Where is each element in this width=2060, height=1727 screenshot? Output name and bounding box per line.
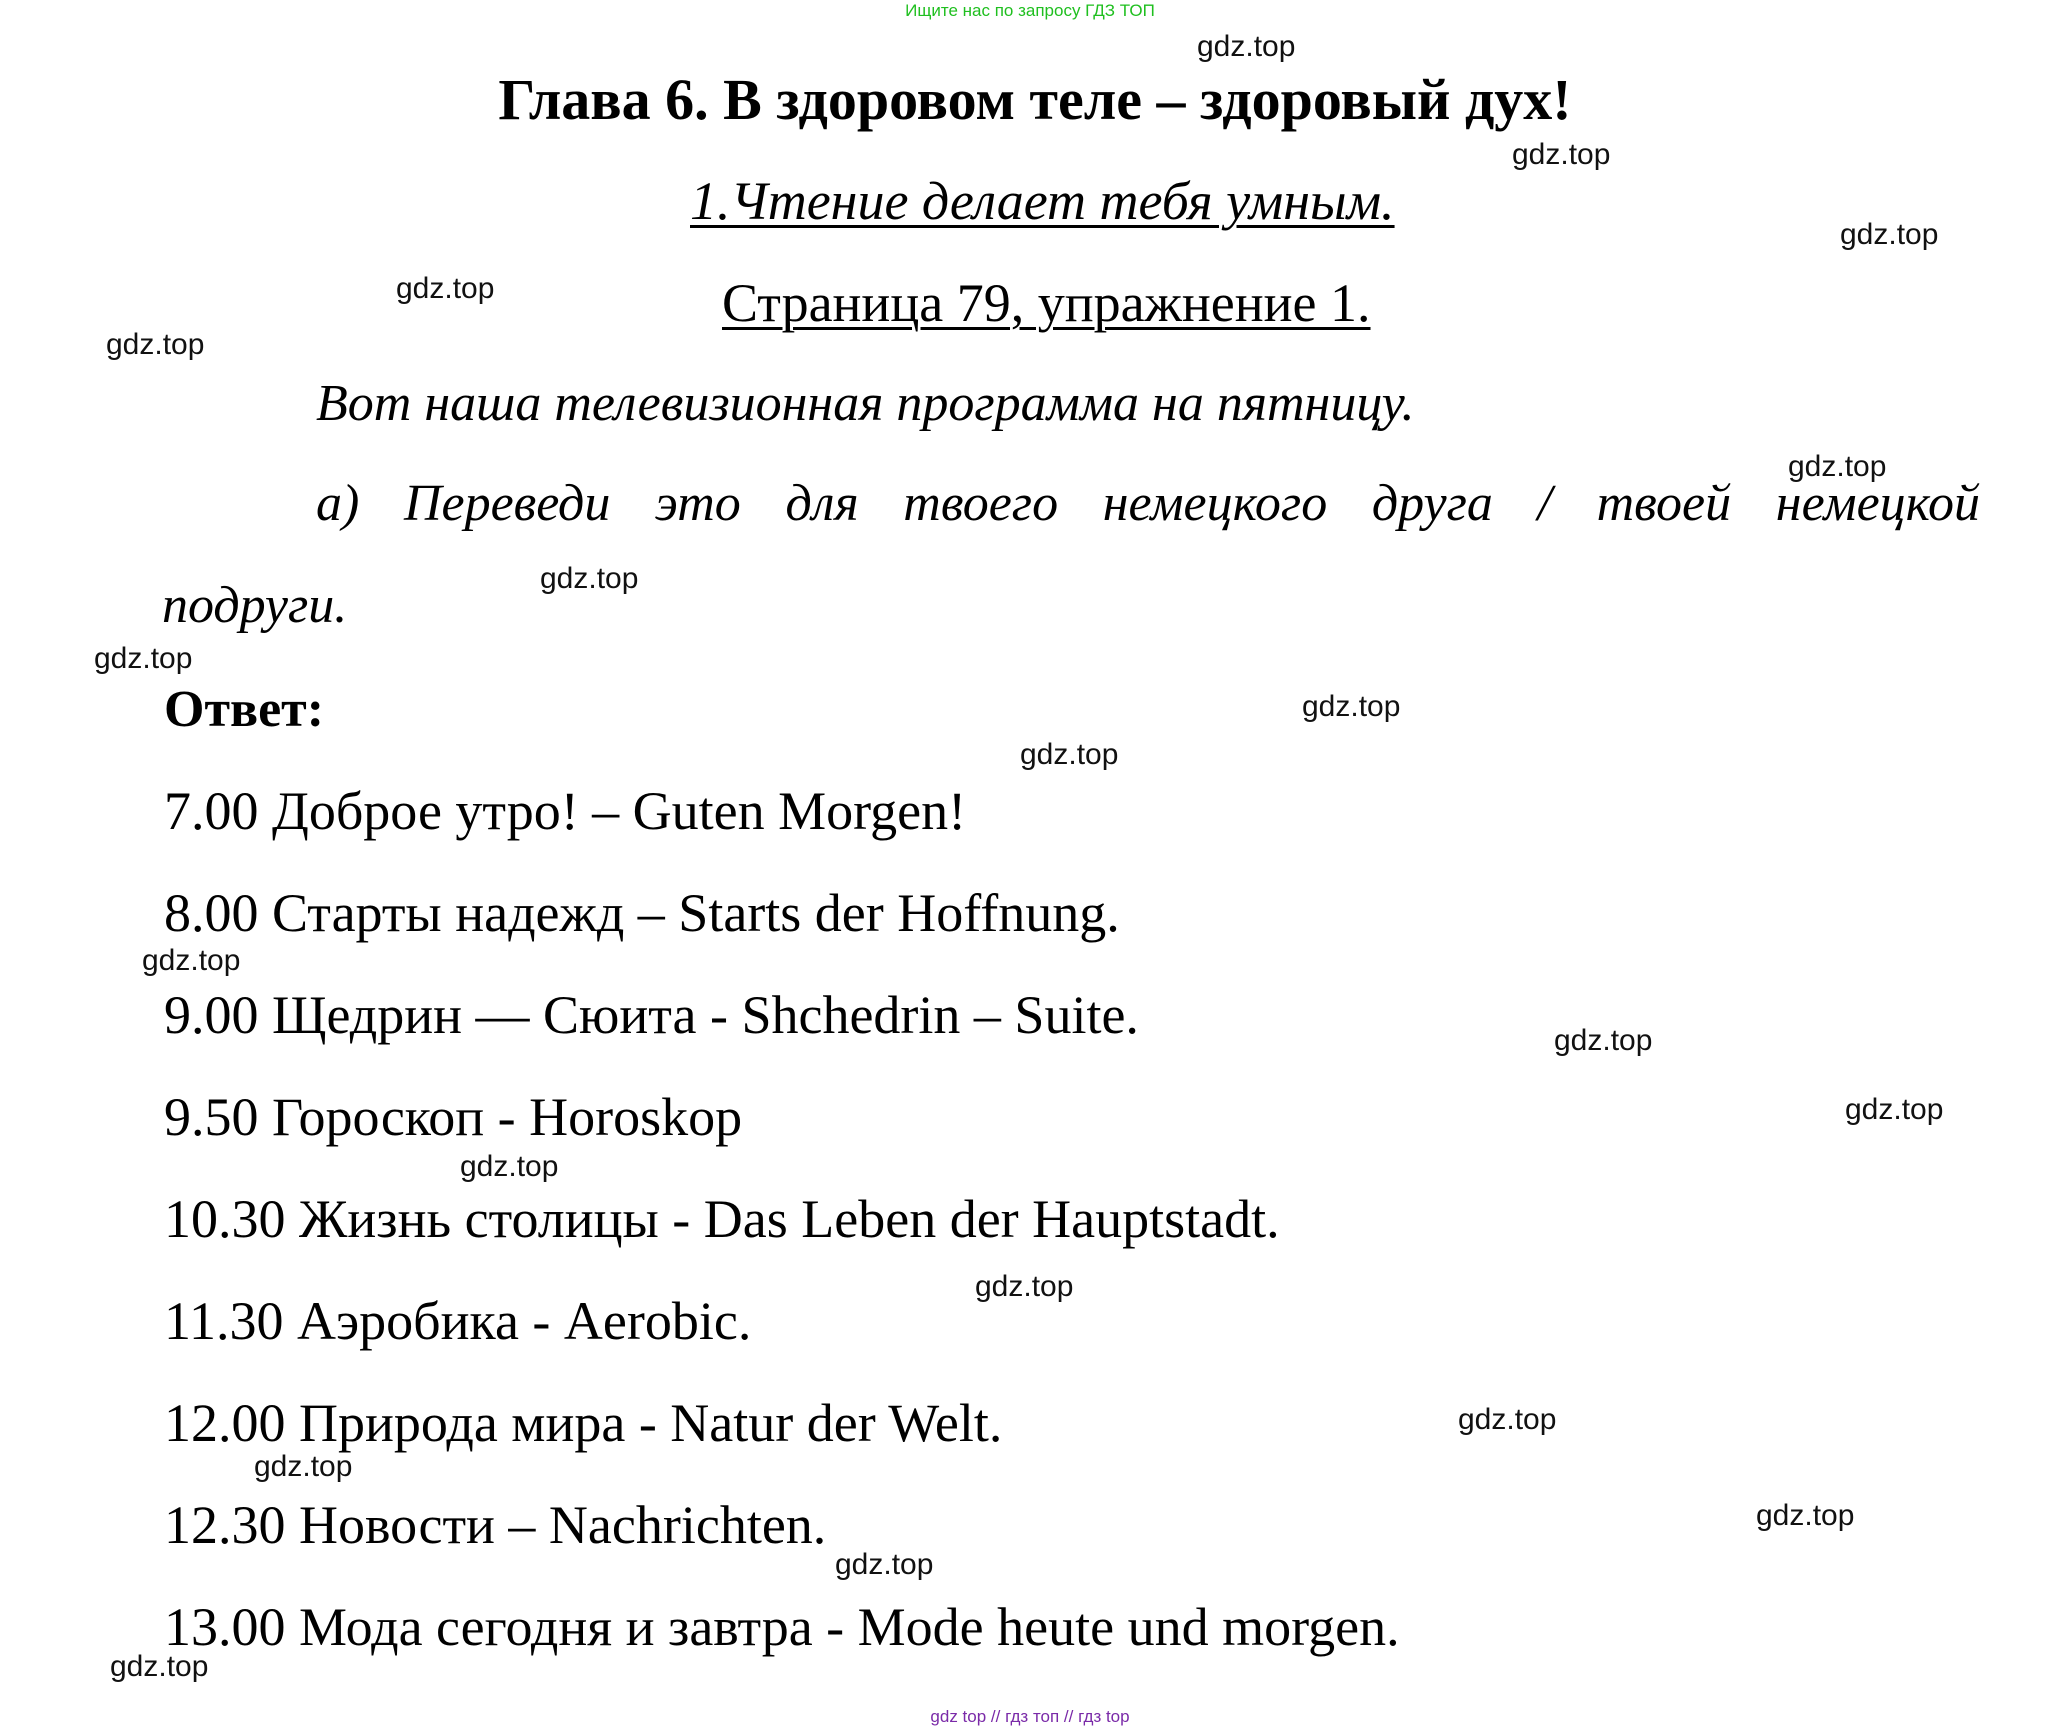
watermark: gdz.top <box>1845 1093 1944 1126</box>
schedule-item: 8.00 Старты надежд – Starts der Hoffnung. <box>164 883 1120 943</box>
task-intro: Вот наша телевизионная программа на пятницу. <box>316 375 1415 432</box>
schedule-item: 13.00 Мода сегодня и завтра - Mode heute und morgen. <box>164 1597 1400 1657</box>
watermark: gdz.top <box>1512 138 1611 171</box>
watermark: gdz.top <box>1197 30 1296 63</box>
watermark: gdz.top <box>1788 450 1887 483</box>
watermark: gdz.top <box>1756 1499 1855 1532</box>
watermark: gdz.top <box>110 1650 209 1683</box>
section-title: 1.Чтение делает тебя умным. <box>690 171 1395 231</box>
schedule-item: 10.30 Жизнь столицы - Das Leben der Hauptstadt. <box>164 1189 1280 1249</box>
schedule-item: 9.00 Щедрин — Сюита - Shchedrin – Suite. <box>164 985 1139 1045</box>
watermark: gdz.top <box>142 944 241 977</box>
schedule-item: 12.30 Новости – Nachrichten. <box>164 1495 827 1555</box>
top-banner: Ищите нас по запросу ГДЗ ТОП <box>905 1 1155 20</box>
chapter-title: Глава 6. В здоровом теле – здоровый дух! <box>498 67 1572 132</box>
watermark: gdz.top <box>106 328 205 361</box>
watermark: gdz.top <box>1840 218 1939 251</box>
watermark: gdz.top <box>396 272 495 305</box>
watermark: gdz.top <box>835 1548 934 1581</box>
exercise-reference: Страница 79, упражнение 1. <box>722 273 1371 333</box>
schedule-item: 11.30 Аэробика - Aerobic. <box>164 1291 752 1351</box>
watermark: gdz.top <box>460 1150 559 1183</box>
watermark: gdz.top <box>254 1450 353 1483</box>
task-a-line-2: подруги. <box>162 577 348 634</box>
footer-links: gdz top // гдз топ // гдз top <box>930 1707 1130 1726</box>
watermark: gdz.top <box>1020 738 1119 771</box>
watermark: gdz.top <box>975 1270 1074 1303</box>
watermark: gdz.top <box>1458 1403 1557 1436</box>
watermark: gdz.top <box>94 642 193 675</box>
watermark: gdz.top <box>540 562 639 595</box>
schedule-item: 12.00 Природа мира - Natur der Welt. <box>164 1393 1003 1453</box>
answer-label: Ответ: <box>164 681 325 738</box>
schedule-item: 7.00 Доброе утро! – Guten Morgen! <box>164 781 967 841</box>
schedule-item: 9.50 Гороскоп - Horoskop <box>164 1087 743 1147</box>
watermark: gdz.top <box>1302 690 1401 723</box>
task-a-line-1: а) Переведи это для твоего немецкого друга / твоей немецкой <box>316 475 1980 532</box>
watermark: gdz.top <box>1554 1024 1653 1057</box>
